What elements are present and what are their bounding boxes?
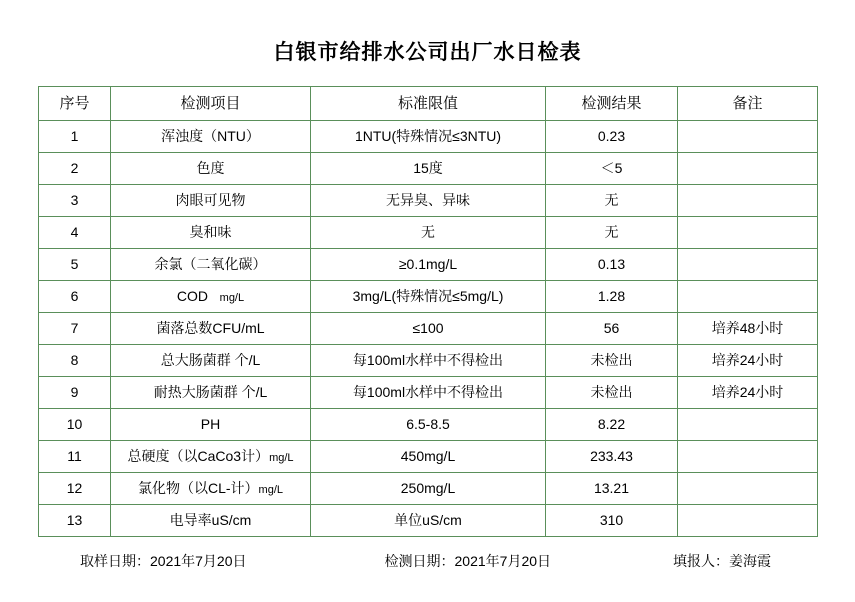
cell-item bbox=[111, 121, 311, 153]
cell-item bbox=[111, 185, 311, 217]
table-row bbox=[39, 281, 818, 313]
test-date: 检测日期：2021年7月20日 bbox=[384, 553, 552, 569]
reporter: 填报人：姜海霞 bbox=[673, 553, 772, 569]
cell-item-text: 总大肠菌群 个/L bbox=[160, 351, 261, 368]
cell-remark bbox=[678, 281, 818, 313]
table-row bbox=[39, 473, 818, 505]
sampling-date: 取样日期：2021年7月20日 bbox=[80, 553, 247, 569]
cell-result: 233.43 bbox=[546, 441, 678, 473]
table-body bbox=[39, 121, 818, 537]
cell-item-text: 总硬度（以CaCo3计） bbox=[127, 447, 270, 464]
cell-no: 3 bbox=[39, 185, 111, 217]
cell-remark bbox=[678, 441, 818, 473]
cell-limit: 250mg/L bbox=[311, 473, 546, 505]
cell-item bbox=[111, 505, 311, 537]
cell-item-text: 电导率uS/cm bbox=[169, 511, 252, 528]
cell-item bbox=[111, 345, 311, 377]
cell-item bbox=[111, 153, 311, 185]
column-header-no: 序号 bbox=[39, 87, 111, 121]
cell-no: 13 bbox=[39, 505, 111, 537]
cell-limit: 无异臭、异味 bbox=[311, 185, 546, 217]
cell-item bbox=[111, 377, 311, 409]
cell-no: 12 bbox=[39, 473, 111, 505]
table-row bbox=[39, 185, 818, 217]
water-quality-table bbox=[38, 86, 818, 537]
cell-limit: ≥0.1mg/L bbox=[311, 249, 546, 281]
cell-remark: 培养24小时 bbox=[678, 345, 818, 377]
cell-item bbox=[111, 281, 311, 313]
cell-item-text: 菌落总数CFU/mL bbox=[156, 319, 265, 336]
cell-item bbox=[111, 249, 311, 281]
table-row bbox=[39, 313, 818, 345]
column-header-result: 检测结果 bbox=[546, 87, 678, 121]
cell-remark: 培养48小时 bbox=[678, 313, 818, 345]
cell-remark bbox=[678, 505, 818, 537]
table-row bbox=[39, 377, 818, 409]
cell-limit: 15度 bbox=[311, 153, 546, 185]
cell-no: 4 bbox=[39, 217, 111, 249]
cell-limit: 无 bbox=[311, 217, 546, 249]
cell-item-text: COD bbox=[176, 287, 208, 304]
cell-remark bbox=[678, 217, 818, 249]
cell-item-unit: mg/L bbox=[269, 451, 294, 464]
cell-item-text: 余氯（二氧化碳） bbox=[154, 255, 267, 272]
cell-item bbox=[111, 441, 311, 473]
table-row bbox=[39, 441, 818, 473]
cell-remark bbox=[678, 473, 818, 505]
footer bbox=[0, 537, 855, 571]
cell-no: 2 bbox=[39, 153, 111, 185]
table-header-row bbox=[39, 87, 818, 121]
cell-item-text: 氯化物（以CL-计） bbox=[137, 479, 259, 496]
cell-item bbox=[111, 217, 311, 249]
cell-item-text: PH bbox=[200, 415, 221, 432]
cell-result: 无 bbox=[546, 185, 678, 217]
cell-limit: 每100ml水样中不得检出 bbox=[311, 345, 546, 377]
cell-result: 56 bbox=[546, 313, 678, 345]
cell-item bbox=[111, 409, 311, 441]
cell-item-text: 浑浊度（NTU） bbox=[161, 127, 260, 144]
cell-limit: 1NTU(特殊情况≤3NTU) bbox=[311, 121, 546, 153]
cell-no: 7 bbox=[39, 313, 111, 345]
table-row bbox=[39, 505, 818, 537]
cell-result: 1.28 bbox=[546, 281, 678, 313]
cell-item-text: 臭和味 bbox=[189, 223, 232, 240]
column-header-remark: 备注 bbox=[678, 87, 818, 121]
cell-item-text: 色度 bbox=[196, 159, 225, 176]
cell-item bbox=[111, 313, 311, 345]
table-row bbox=[39, 345, 818, 377]
cell-no: 11 bbox=[39, 441, 111, 473]
cell-result: ＜5 bbox=[546, 153, 678, 185]
cell-result: 0.23 bbox=[546, 121, 678, 153]
page-title: 白银市给排水公司出厂水日检表 bbox=[273, 41, 582, 64]
cell-result: 13.21 bbox=[546, 473, 678, 505]
cell-result: 0.13 bbox=[546, 249, 678, 281]
cell-item-text: 肉眼可见物 bbox=[175, 191, 246, 208]
cell-result: 310 bbox=[546, 505, 678, 537]
cell-remark bbox=[678, 153, 818, 185]
cell-limit: 450mg/L bbox=[311, 441, 546, 473]
table-container bbox=[0, 86, 855, 537]
cell-limit: 6.5-8.5 bbox=[311, 409, 546, 441]
table-row bbox=[39, 409, 818, 441]
cell-limit: 单位uS/cm bbox=[311, 505, 546, 537]
cell-result: 未检出 bbox=[546, 377, 678, 409]
cell-item-unit: mg/L bbox=[219, 291, 245, 304]
cell-remark bbox=[678, 409, 818, 441]
cell-no: 6 bbox=[39, 281, 111, 313]
table-row bbox=[39, 121, 818, 153]
cell-item-text: 耐热大肠菌群 个/L bbox=[153, 383, 268, 400]
cell-remark bbox=[678, 249, 818, 281]
cell-item-unit: mg/L bbox=[258, 483, 284, 496]
cell-result: 无 bbox=[546, 217, 678, 249]
cell-limit: 3mg/L(特殊情况≤5mg/L) bbox=[311, 281, 546, 313]
cell-no: 8 bbox=[39, 345, 111, 377]
cell-result: 8.22 bbox=[546, 409, 678, 441]
cell-remark: 培养24小时 bbox=[678, 377, 818, 409]
cell-no: 10 bbox=[39, 409, 111, 441]
cell-remark bbox=[678, 121, 818, 153]
column-header-limit: 标准限值 bbox=[311, 87, 546, 121]
cell-item bbox=[111, 473, 311, 505]
cell-remark bbox=[678, 185, 818, 217]
table-row bbox=[39, 217, 818, 249]
table-row bbox=[39, 153, 818, 185]
cell-result: 未检出 bbox=[546, 345, 678, 377]
column-header-item: 检测项目 bbox=[111, 87, 311, 121]
table-row bbox=[39, 249, 818, 281]
cell-no: 1 bbox=[39, 121, 111, 153]
cell-limit: 每100ml水样中不得检出 bbox=[311, 377, 546, 409]
cell-limit: ≤100 bbox=[311, 313, 546, 345]
cell-no: 5 bbox=[39, 249, 111, 281]
cell-no: 9 bbox=[39, 377, 111, 409]
